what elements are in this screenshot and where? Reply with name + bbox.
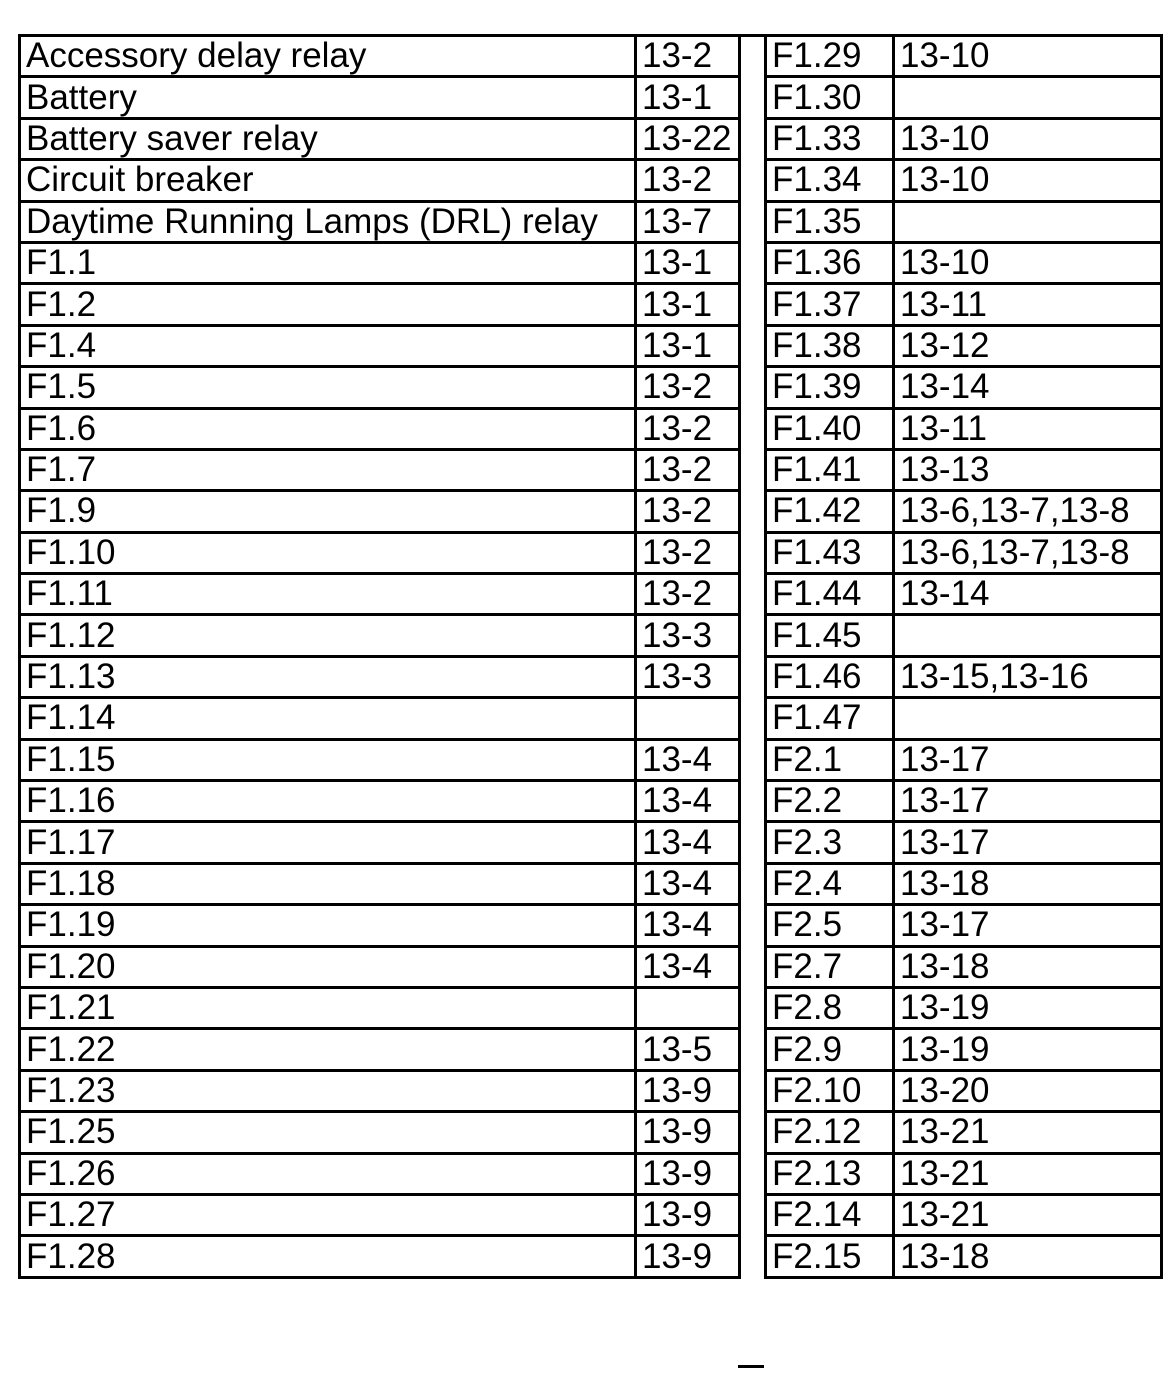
component-cell: F1.14: [20, 698, 636, 739]
component-cell: F1.26: [20, 1153, 636, 1194]
page-ref-cell: 13-17: [894, 905, 1162, 946]
table-row: [20, 1112, 740, 1153]
table-row: [20, 284, 740, 325]
table-row: [20, 739, 740, 780]
component-cell: F1.44: [766, 574, 894, 615]
table-row: [20, 781, 740, 822]
page-ref-cell: [894, 201, 1162, 242]
page-ref-cell: 13-9: [636, 1236, 740, 1277]
page-ref-cell: 13-21: [894, 1153, 1162, 1194]
component-cell: F1.6: [20, 408, 636, 449]
component-cell: F1.2: [20, 284, 636, 325]
table-row: [20, 160, 740, 201]
component-cell: F2.5: [766, 905, 894, 946]
table-row: [766, 1070, 1162, 1111]
page-ref-cell: [894, 77, 1162, 118]
component-cell: F2.1: [766, 739, 894, 780]
component-cell: F1.28: [20, 1236, 636, 1277]
component-cell: F1.36: [766, 242, 894, 283]
component-cell: F1.30: [766, 77, 894, 118]
table-row: [20, 698, 740, 739]
page-ref-cell: 13-1: [636, 77, 740, 118]
component-cell: F1.20: [20, 946, 636, 987]
page-ref-cell: 13-2: [636, 408, 740, 449]
table-row: [20, 987, 740, 1028]
page-ref-cell: 13-1: [636, 242, 740, 283]
table-row: [766, 615, 1162, 656]
component-cell: F2.7: [766, 946, 894, 987]
table-row: [766, 863, 1162, 904]
component-cell: F1.46: [766, 656, 894, 697]
table-row: [20, 201, 740, 242]
component-cell: F1.43: [766, 532, 894, 573]
component-cell: F2.2: [766, 781, 894, 822]
table-row: [766, 1194, 1162, 1235]
component-cell: Battery saver relay: [20, 118, 636, 159]
page-ref-cell: 13-2: [636, 367, 740, 408]
component-cell: F1.27: [20, 1194, 636, 1235]
table-row: [766, 491, 1162, 532]
page-ref-cell: 13-11: [894, 408, 1162, 449]
component-cell: F1.34: [766, 160, 894, 201]
table-row: [766, 656, 1162, 697]
component-cell: Battery: [20, 77, 636, 118]
component-cell: F1.29: [766, 36, 894, 77]
table-row: [766, 367, 1162, 408]
page-ref-cell: 13-13: [894, 449, 1162, 490]
page-ref-cell: 13-2: [636, 532, 740, 573]
table-row: [766, 574, 1162, 615]
table-row: [20, 1194, 740, 1235]
component-cell: F2.14: [766, 1194, 894, 1235]
page-ref-cell: 13-14: [894, 574, 1162, 615]
component-cell: F1.38: [766, 325, 894, 366]
component-cell: F1.1: [20, 242, 636, 283]
page-ref-cell: 13-20: [894, 1070, 1162, 1111]
component-cell: F1.45: [766, 615, 894, 656]
component-cell: F1.17: [20, 822, 636, 863]
component-cell: F1.13: [20, 656, 636, 697]
page-ref-cell: 13-12: [894, 325, 1162, 366]
page-ref-cell: 13-5: [636, 1029, 740, 1070]
table-row: [766, 1029, 1162, 1070]
page-ref-cell: 13-18: [894, 863, 1162, 904]
component-cell: F1.41: [766, 449, 894, 490]
page-ref-cell: 13-14: [894, 367, 1162, 408]
left-index-table: [18, 34, 741, 1279]
page-ref-cell: 13-17: [894, 822, 1162, 863]
page-ref-cell: 13-1: [636, 284, 740, 325]
component-cell: F1.18: [20, 863, 636, 904]
component-cell: F1.21: [20, 987, 636, 1028]
page-ref-cell: 13-19: [894, 987, 1162, 1028]
page-ref-cell: 13-1: [636, 325, 740, 366]
component-cell: F1.9: [20, 491, 636, 532]
table-row: [20, 242, 740, 283]
table-row: [20, 656, 740, 697]
table-row: [766, 946, 1162, 987]
table-row: [20, 1236, 740, 1277]
component-cell: F2.12: [766, 1112, 894, 1153]
table-row: [20, 532, 740, 573]
component-cell: F1.23: [20, 1070, 636, 1111]
page-ref-cell: 13-6,13-7,13-8: [894, 491, 1162, 532]
table-row: [766, 118, 1162, 159]
table-row: [766, 905, 1162, 946]
table-row: [766, 1112, 1162, 1153]
table-row: [20, 1070, 740, 1111]
page-ref-cell: 13-3: [636, 615, 740, 656]
component-cell: F1.4: [20, 325, 636, 366]
component-cell: Circuit breaker: [20, 160, 636, 201]
table-row: [766, 77, 1162, 118]
page-ref-cell: [636, 987, 740, 1028]
table-row: [766, 781, 1162, 822]
table-row: [766, 1236, 1162, 1277]
page-ref-cell: [894, 698, 1162, 739]
page-ref-cell: 13-10: [894, 160, 1162, 201]
table-row: [20, 946, 740, 987]
table-row: [20, 615, 740, 656]
page-ref-cell: 13-3: [636, 656, 740, 697]
component-cell: F1.33: [766, 118, 894, 159]
page-ref-cell: 13-6,13-7,13-8: [894, 532, 1162, 573]
table-row: [20, 863, 740, 904]
table-row: [766, 408, 1162, 449]
table-row: [766, 532, 1162, 573]
component-cell: F2.10: [766, 1070, 894, 1111]
page-ref-cell: 13-10: [894, 242, 1162, 283]
page-ref-cell: 13-22: [636, 118, 740, 159]
component-cell: F1.7: [20, 449, 636, 490]
table-row: [20, 905, 740, 946]
page-ref-cell: 13-17: [894, 781, 1162, 822]
component-cell: F1.10: [20, 532, 636, 573]
table-row: [766, 36, 1162, 77]
component-cell: F1.35: [766, 201, 894, 242]
table-row: [766, 698, 1162, 739]
page-ref-cell: 13-19: [894, 1029, 1162, 1070]
component-cell: F1.16: [20, 781, 636, 822]
page-ref-cell: 13-18: [894, 1236, 1162, 1277]
table-row: [20, 449, 740, 490]
page-ref-cell: 13-4: [636, 822, 740, 863]
page-ref-cell: 13-15,13-16: [894, 656, 1162, 697]
column-gap: [738, 34, 764, 1368]
page-ref-cell: 13-10: [894, 36, 1162, 77]
table-row: [20, 1029, 740, 1070]
page-ref-cell: 13-2: [636, 574, 740, 615]
table-row: [20, 118, 740, 159]
table-row: [766, 201, 1162, 242]
table-row: [766, 449, 1162, 490]
right-index-table: [764, 34, 1163, 1279]
component-cell: F1.12: [20, 615, 636, 656]
page-ref-cell: [894, 615, 1162, 656]
component-cell: F2.4: [766, 863, 894, 904]
page-ref-cell: 13-9: [636, 1153, 740, 1194]
page-ref-cell: 13-2: [636, 160, 740, 201]
component-cell: F2.8: [766, 987, 894, 1028]
table-row: [766, 284, 1162, 325]
component-cell: F2.15: [766, 1236, 894, 1277]
component-cell: Accessory delay relay: [20, 36, 636, 77]
page-ref-cell: [636, 698, 740, 739]
page-ref-cell: 13-7: [636, 201, 740, 242]
table-row: [20, 36, 740, 77]
page-ref-cell: 13-2: [636, 36, 740, 77]
table-row: [766, 987, 1162, 1028]
page-ref-cell: 13-2: [636, 449, 740, 490]
page-ref-cell: 13-4: [636, 863, 740, 904]
component-cell: Daytime Running Lamps (DRL) relay: [20, 201, 636, 242]
page-ref-cell: 13-21: [894, 1112, 1162, 1153]
component-cell: F2.9: [766, 1029, 894, 1070]
table-row: [766, 739, 1162, 780]
component-cell: F1.39: [766, 367, 894, 408]
page-ref-cell: 13-9: [636, 1194, 740, 1235]
page-ref-cell: 13-18: [894, 946, 1162, 987]
page-ref-cell: 13-17: [894, 739, 1162, 780]
table-row: [766, 325, 1162, 366]
table-row: [20, 408, 740, 449]
page-ref-cell: 13-4: [636, 781, 740, 822]
table-row: [20, 822, 740, 863]
table-row: [766, 160, 1162, 201]
table-row: [20, 574, 740, 615]
page-ref-cell: 13-9: [636, 1070, 740, 1111]
component-cell: F1.40: [766, 408, 894, 449]
page-ref-cell: 13-2: [636, 491, 740, 532]
component-cell: F1.11: [20, 574, 636, 615]
table-row: [20, 325, 740, 366]
table-row: [20, 367, 740, 408]
page-ref-cell: 13-10: [894, 118, 1162, 159]
component-cell: F1.5: [20, 367, 636, 408]
page-ref-cell: 13-4: [636, 946, 740, 987]
component-cell: F2.13: [766, 1153, 894, 1194]
component-cell: F2.3: [766, 822, 894, 863]
table-row: [20, 1153, 740, 1194]
page-ref-cell: 13-21: [894, 1194, 1162, 1235]
component-cell: F1.19: [20, 905, 636, 946]
page-ref-cell: 13-9: [636, 1112, 740, 1153]
component-cell: F1.15: [20, 739, 636, 780]
table-row: [766, 822, 1162, 863]
component-cell: F1.37: [766, 284, 894, 325]
table-row: [20, 491, 740, 532]
component-cell: F1.47: [766, 698, 894, 739]
component-cell: F1.42: [766, 491, 894, 532]
page-ref-cell: 13-11: [894, 284, 1162, 325]
page-ref-cell: 13-4: [636, 905, 740, 946]
table-row: [766, 242, 1162, 283]
component-cell: F1.22: [20, 1029, 636, 1070]
table-row: [20, 77, 740, 118]
table-row: [766, 1153, 1162, 1194]
page-ref-cell: 13-4: [636, 739, 740, 780]
component-cell: F1.25: [20, 1112, 636, 1153]
